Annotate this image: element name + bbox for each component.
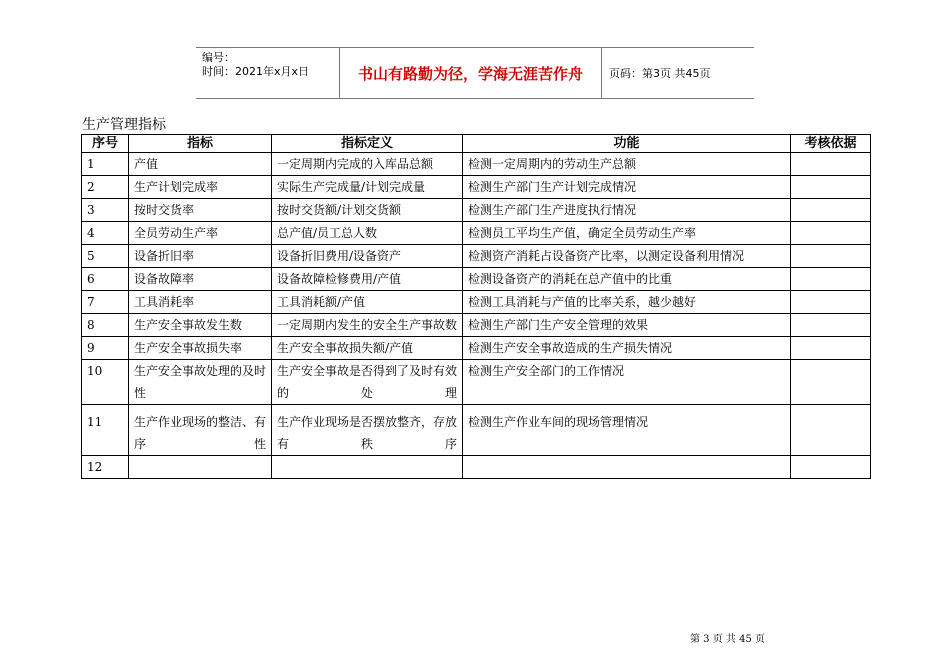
column-header-no: 序号 bbox=[82, 135, 129, 153]
cell-indicator: 按时交货率 bbox=[129, 199, 272, 222]
cell-basis bbox=[791, 337, 871, 360]
cell-indicator bbox=[129, 456, 272, 479]
table-row bbox=[82, 176, 871, 199]
date-text: 时间：2021年x月x日 bbox=[202, 65, 310, 78]
cell-basis bbox=[791, 405, 871, 456]
cell-function: 检测一定周期内的劳动生产总额 bbox=[463, 153, 791, 176]
cell-definition: 生产安全事故损失额/产值 bbox=[272, 337, 463, 360]
cell-indicator: 生产安全事故处理的及时性 bbox=[129, 360, 272, 405]
table-row bbox=[82, 268, 871, 291]
cell-function: 检测生产作业车间的现场管理情况 bbox=[463, 405, 791, 456]
cell-definition: 按时交货额/计划交货额 bbox=[272, 199, 463, 222]
cell-no: 3 bbox=[82, 199, 129, 222]
cell-basis bbox=[791, 176, 871, 199]
cell-no: 8 bbox=[82, 314, 129, 337]
column-header-basis: 考核依据 bbox=[791, 135, 871, 153]
document-header bbox=[196, 47, 754, 99]
cell-basis bbox=[791, 314, 871, 337]
cell-no: 4 bbox=[82, 222, 129, 245]
cell-indicator: 设备故障率 bbox=[129, 268, 272, 291]
cell-definition: 实际生产完成量/计划完成量 bbox=[272, 176, 463, 199]
table-row bbox=[82, 314, 871, 337]
cell-basis bbox=[791, 268, 871, 291]
cell-basis bbox=[791, 199, 871, 222]
cell-function: 检测设备资产的消耗在总产值中的比重 bbox=[463, 268, 791, 291]
table-row bbox=[82, 245, 871, 268]
table-row bbox=[82, 291, 871, 314]
cell-function bbox=[463, 456, 791, 479]
cell-no: 12 bbox=[82, 456, 129, 479]
cell-definition: 一定周期内发生的安全生产事故数 bbox=[272, 314, 463, 337]
cell-function: 检测员工平均生产值，确定全员劳动生产率 bbox=[463, 222, 791, 245]
cell-indicator: 设备折旧率 bbox=[129, 245, 272, 268]
cell-function: 检测生产部门生产安全管理的效果 bbox=[463, 314, 791, 337]
cell-indicator: 产值 bbox=[129, 153, 272, 176]
cell-no: 9 bbox=[82, 337, 129, 360]
cell-indicator: 生产安全事故发生数 bbox=[129, 314, 272, 337]
cell-indicator: 生产作业现场的整洁、有序性 bbox=[129, 405, 272, 456]
cell-definition: 生产安全事故是否得到了及时有效的处理 bbox=[272, 360, 463, 405]
cell-definition bbox=[272, 456, 463, 479]
table-row bbox=[82, 199, 871, 222]
indicator-table bbox=[81, 134, 871, 479]
cell-indicator: 全员劳动生产率 bbox=[129, 222, 272, 245]
column-header-function: 功能 bbox=[463, 135, 791, 153]
section-title: 生产管理指标 bbox=[82, 117, 166, 133]
cell-function: 检测工具消耗与产值的比率关系，越少越好 bbox=[463, 291, 791, 314]
cell-no: 6 bbox=[82, 268, 129, 291]
table-row bbox=[82, 153, 871, 176]
cell-no: 11 bbox=[82, 405, 129, 456]
cell-definition: 工具消耗额/产值 bbox=[272, 291, 463, 314]
page-footer: 第 3 页 共 45 页 bbox=[690, 634, 765, 645]
cell-function: 检测生产部门生产计划完成情况 bbox=[463, 176, 791, 199]
table-row bbox=[82, 456, 871, 479]
cell-function: 检测生产部门生产进度执行情况 bbox=[463, 199, 791, 222]
cell-basis bbox=[791, 456, 871, 479]
cell-indicator: 生产计划完成率 bbox=[129, 176, 272, 199]
cell-basis bbox=[791, 360, 871, 405]
table-header-row bbox=[82, 135, 871, 153]
column-header-indicator: 指标 bbox=[129, 135, 272, 153]
table-row bbox=[82, 222, 871, 245]
cell-basis bbox=[791, 222, 871, 245]
cell-no: 2 bbox=[82, 176, 129, 199]
cell-basis bbox=[791, 245, 871, 268]
cell-function: 检测生产安全部门的工作情况 bbox=[463, 360, 791, 405]
cell-definition: 设备故障检修费用/产值 bbox=[272, 268, 463, 291]
number-label: 编号： bbox=[202, 51, 235, 64]
cell-no: 7 bbox=[82, 291, 129, 314]
header-divider bbox=[601, 48, 602, 98]
cell-definition: 一定周期内完成的入库品总额 bbox=[272, 153, 463, 176]
cell-indicator: 生产安全事故损失率 bbox=[129, 337, 272, 360]
cell-indicator: 工具消耗率 bbox=[129, 291, 272, 314]
cell-definition: 设备折旧费用/设备资产 bbox=[272, 245, 463, 268]
cell-definition: 总产值/员工总人数 bbox=[272, 222, 463, 245]
table-row bbox=[82, 360, 871, 405]
table-row bbox=[82, 337, 871, 360]
column-header-definition: 指标定义 bbox=[272, 135, 463, 153]
header-motto: 书山有路勤为径，学海无涯苦作舟 bbox=[357, 64, 583, 83]
cell-basis bbox=[791, 291, 871, 314]
header-meta bbox=[202, 51, 338, 79]
cell-definition: 生产作业现场是否摆放整齐，存放有秩序 bbox=[272, 405, 463, 456]
cell-no: 5 bbox=[82, 245, 129, 268]
cell-no: 1 bbox=[82, 153, 129, 176]
cell-no: 10 bbox=[82, 360, 129, 405]
header-page-number: 页码：第3页 共45页 bbox=[609, 67, 711, 80]
table-row bbox=[82, 405, 871, 456]
cell-basis bbox=[791, 153, 871, 176]
cell-function: 检测资产消耗占设备资产比率，以测定设备利用情况 bbox=[463, 245, 791, 268]
cell-function: 检测生产安全事故造成的生产损失情况 bbox=[463, 337, 791, 360]
